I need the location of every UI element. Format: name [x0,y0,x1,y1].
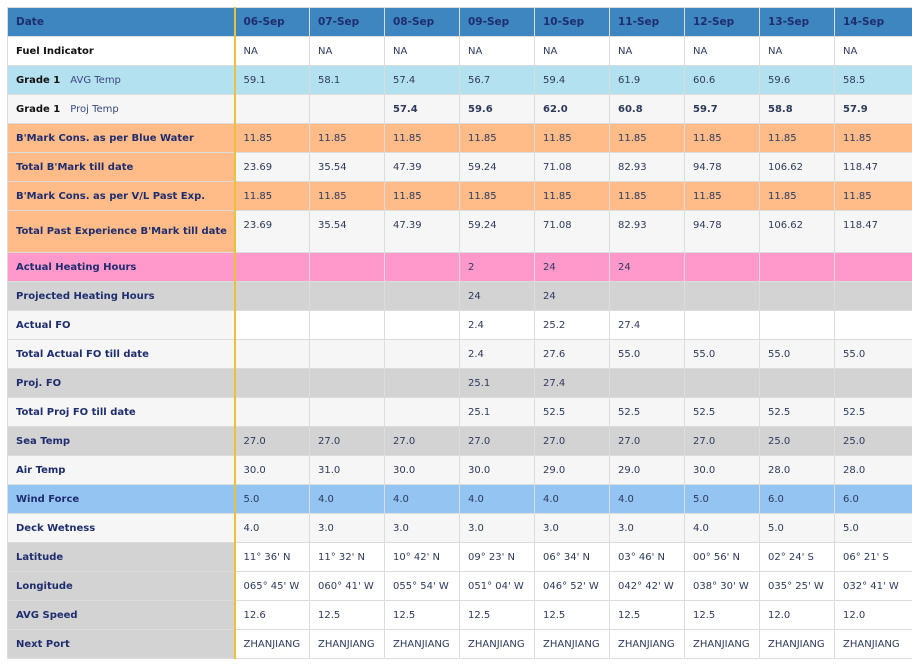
row-bmark-blue-water [8,124,912,153]
cell-value [235,369,310,398]
cell-value [310,95,385,124]
cell-value: ZHANJIANG [385,630,460,659]
cell-value: 59.4 [535,66,610,95]
row-total-bmark [8,153,912,182]
cell-value: 2.4 [460,311,535,340]
cell-value: 12.5 [610,601,685,630]
cell-value [385,369,460,398]
cell-value: 051° 04' W [460,572,535,601]
cell-value: 118.47 [835,153,912,182]
cell-value: 2 [460,253,535,282]
cell-value: 11.85 [535,182,610,211]
cell-value: 59.7 [685,95,760,124]
cell-value: 27.0 [685,427,760,456]
cell-value [310,311,385,340]
row-label [8,282,235,311]
cell-value: 24 [535,253,610,282]
row-grade-proj-temp [8,95,912,124]
cell-value: 25.2 [535,311,610,340]
cell-value: NA [310,37,385,66]
cell-value: 27.0 [610,427,685,456]
cell-value: ZHANJIANG [535,630,610,659]
row-label [8,253,235,282]
cell-value [685,282,760,311]
row-total-proj-fo [8,398,912,427]
cell-value: 4.0 [310,485,385,514]
cell-value: 71.08 [535,211,610,253]
cell-value: 82.93 [610,211,685,253]
cell-value: 52.5 [760,398,835,427]
header-date: 14-Sep [835,8,912,37]
row-actual-heating [8,253,912,282]
row-label [8,398,235,427]
cell-value: 28.0 [760,456,835,485]
row-label [8,427,235,456]
cell-value [685,311,760,340]
row-label-text: Fuel Indicator [16,45,94,57]
cell-value: 47.39 [385,211,460,253]
row-label-text: Total Past Experience B'Mark till date [16,226,227,237]
cell-value [310,340,385,369]
cell-value: 58.5 [835,66,912,95]
cell-value: 4.0 [610,485,685,514]
header-date: 11-Sep [610,8,685,37]
cell-value: 35.54 [310,211,385,253]
cell-value: 060° 41' W [310,572,385,601]
cell-value: 3.0 [310,514,385,543]
cell-value: 25.1 [460,398,535,427]
cell-value [760,253,835,282]
cell-value: 09° 23' N [460,543,535,572]
cell-value [310,282,385,311]
cell-value: 3.0 [385,514,460,543]
cell-value: 25.0 [760,427,835,456]
cell-value: 56.7 [460,66,535,95]
cell-value: 11.85 [760,124,835,153]
row-label [8,572,235,601]
row-air-temp [8,456,912,485]
row-longitude [8,572,912,601]
cell-value: 11.85 [385,182,460,211]
cell-value: 60.6 [685,66,760,95]
cell-value: 11.85 [610,124,685,153]
row-label-text: Total Actual FO till date [16,348,149,360]
cell-value: 59.6 [760,66,835,95]
row-label [8,211,235,253]
cell-value: ZHANJIANG [835,630,912,659]
row-label [8,37,235,66]
cell-value: NA [235,37,310,66]
cell-value [685,253,760,282]
row-sea-temp [8,427,912,456]
cell-value: 11.85 [685,182,760,211]
cell-value: 25.0 [835,427,912,456]
cell-value: 4.0 [685,514,760,543]
row-total-actual-fo [8,340,912,369]
cell-value: NA [460,37,535,66]
cell-value: 35.54 [310,153,385,182]
cell-value [385,282,460,311]
cell-value: 23.69 [235,211,310,253]
cell-value [385,253,460,282]
cell-value: 10° 42' N [385,543,460,572]
cell-value: 11.85 [460,182,535,211]
cell-value: 31.0 [310,456,385,485]
cell-value: 12.5 [685,601,760,630]
row-label-text: Grade 1 [16,103,61,115]
cell-value [835,282,912,311]
cell-value: 5.0 [760,514,835,543]
row-actual-fo [8,311,912,340]
cell-value: 27.0 [460,427,535,456]
row-label-text: B'Mark Cons. as per Blue Water [16,132,194,144]
cell-value: NA [535,37,610,66]
cell-value: 55.0 [685,340,760,369]
cell-value: 11.85 [385,124,460,153]
cell-value: 59.24 [460,211,535,253]
row-grade-avg-temp [8,66,912,95]
cell-value [310,369,385,398]
row-label-text: Air Temp [16,464,66,476]
cell-value [760,311,835,340]
cell-value: 046° 52' W [535,572,610,601]
cell-value: 55.0 [835,340,912,369]
cell-value: 47.39 [385,153,460,182]
cell-value: 106.62 [760,153,835,182]
row-label-text: Deck Wetness [16,522,96,534]
cell-value: 042° 42' W [610,572,685,601]
cell-value: 62.0 [535,95,610,124]
cell-value: 60.8 [610,95,685,124]
cell-value: 3.0 [535,514,610,543]
row-avg-speed [8,601,912,630]
cell-value: 03° 46' N [610,543,685,572]
cell-value: ZHANJIANG [685,630,760,659]
row-label [8,601,235,630]
cell-value [235,398,310,427]
cell-value: 27.4 [610,311,685,340]
cell-value: 12.0 [760,601,835,630]
header-date: 13-Sep [760,8,835,37]
cell-value: 06° 21' S [835,543,912,572]
cell-value: NA [610,37,685,66]
header-date: 07-Sep [310,8,385,37]
cell-value: 52.5 [610,398,685,427]
row-label [8,124,235,153]
row-label [8,340,235,369]
header-date: 12-Sep [685,8,760,37]
cell-value: 29.0 [610,456,685,485]
cell-value [685,369,760,398]
cell-value: 118.47 [835,211,912,253]
row-label-text: Actual Heating Hours [16,261,137,273]
row-label [8,543,235,572]
cell-value: 11.85 [235,124,310,153]
row-label [8,153,235,182]
cell-value: 25.1 [460,369,535,398]
cell-value: 4.0 [460,485,535,514]
cell-value [835,311,912,340]
cell-value: 11.85 [235,182,310,211]
row-sublabel-text: Proj Temp [70,103,119,115]
cell-value: ZHANJIANG [460,630,535,659]
cell-value: 106.62 [760,211,835,253]
cell-value: 55.0 [760,340,835,369]
row-label-text: Total Proj FO till date [16,406,136,418]
cell-value [235,340,310,369]
cell-value: 27.6 [535,340,610,369]
cell-value: 30.0 [235,456,310,485]
cell-value [235,311,310,340]
cell-value: 6.0 [760,485,835,514]
cell-value: 24 [460,282,535,311]
row-next-port [8,630,912,659]
cell-value: 52.5 [535,398,610,427]
cell-value: 94.78 [685,153,760,182]
header-row [8,8,912,37]
row-label-text: Wind Force [16,493,80,505]
cell-value: 5.0 [235,485,310,514]
row-sublabel-text: AVG Temp [70,74,121,86]
cell-value: ZHANJIANG [235,630,310,659]
cell-value: 038° 30' W [685,572,760,601]
cell-value: 12.5 [310,601,385,630]
cell-value: 11.85 [760,182,835,211]
cell-value: 12.6 [235,601,310,630]
cell-value: 30.0 [385,456,460,485]
cell-value [235,282,310,311]
cell-value [385,311,460,340]
row-proj-fo [8,369,912,398]
cell-value [310,398,385,427]
cell-value [835,369,912,398]
cell-value [235,95,310,124]
cell-value [310,253,385,282]
header-date: 06-Sep [235,8,310,37]
cell-value [760,282,835,311]
header-date-label: Date [8,8,235,37]
row-label-text: Latitude [16,551,64,563]
cell-value: 11.85 [535,124,610,153]
cell-value: NA [685,37,760,66]
row-label [8,456,235,485]
cell-value: 58.8 [760,95,835,124]
cell-value: 57.4 [385,95,460,124]
cell-value: 94.78 [685,211,760,253]
cell-value: 4.0 [235,514,310,543]
cell-value: 28.0 [835,456,912,485]
row-fuel-indicator [8,37,912,66]
cell-value: ZHANJIANG [760,630,835,659]
cell-value [610,282,685,311]
cell-value: 6.0 [835,485,912,514]
cell-value: 29.0 [535,456,610,485]
voyage-report-table [7,7,912,659]
row-label-text: Projected Heating Hours [16,290,155,302]
row-label-text: AVG Speed [16,609,78,621]
row-deck-wetness [8,514,912,543]
cell-value [385,398,460,427]
cell-value: 035° 25' W [760,572,835,601]
cell-value: 06° 34' N [535,543,610,572]
row-label [8,311,235,340]
row-label [8,182,235,211]
cell-value: 11.85 [310,124,385,153]
row-label-text: Actual FO [16,319,71,331]
cell-value: 032° 41' W [835,572,912,601]
cell-value: 2.4 [460,340,535,369]
cell-value: ZHANJIANG [610,630,685,659]
cell-value: 055° 54' W [385,572,460,601]
cell-value: 12.5 [535,601,610,630]
cell-value: 52.5 [835,398,912,427]
row-label-text: Grade 1 [16,74,61,86]
row-label-text: Total B'Mark till date [16,161,134,173]
row-label [8,485,235,514]
row-wind-force [8,485,912,514]
cell-value: 27.0 [385,427,460,456]
cell-value: 52.5 [685,398,760,427]
cell-value: 3.0 [610,514,685,543]
cell-value: 11.85 [310,182,385,211]
row-label [8,630,235,659]
row-label [8,66,235,95]
cell-value: 27.0 [310,427,385,456]
cell-value: 55.0 [610,340,685,369]
cell-value: 11° 32' N [310,543,385,572]
cell-value: 11.85 [835,124,912,153]
cell-value: 02° 24' S [760,543,835,572]
cell-value [760,369,835,398]
cell-value: 23.69 [235,153,310,182]
row-label [8,95,235,124]
cell-value [610,369,685,398]
cell-value [835,253,912,282]
cell-value: 12.0 [835,601,912,630]
cell-value: 57.9 [835,95,912,124]
cell-value: 59.24 [460,153,535,182]
cell-value: 12.5 [385,601,460,630]
row-label-text: Next Port [16,638,70,650]
cell-value: NA [835,37,912,66]
cell-value: 27.0 [235,427,310,456]
row-label [8,514,235,543]
cell-value: 82.93 [610,153,685,182]
cell-value: 58.1 [310,66,385,95]
cell-value: 11.85 [610,182,685,211]
cell-value: 59.6 [460,95,535,124]
cell-value: NA [385,37,460,66]
cell-value: 00° 56' N [685,543,760,572]
row-label-text: Proj. FO [16,377,62,389]
cell-value: 71.08 [535,153,610,182]
cell-value: 4.0 [385,485,460,514]
header-date: 09-Sep [460,8,535,37]
cell-value: 61.9 [610,66,685,95]
cell-value: 24 [610,253,685,282]
row-bmark-vl-past [8,182,912,211]
cell-value: 59.1 [235,66,310,95]
cell-value: 12.5 [460,601,535,630]
cell-value: 5.0 [835,514,912,543]
row-label-text: Longitude [16,580,73,592]
cell-value: 3.0 [460,514,535,543]
cell-value: 27.4 [535,369,610,398]
row-label [8,369,235,398]
row-total-past-exp [8,211,912,253]
cell-value: ZHANJIANG [310,630,385,659]
row-latitude [8,543,912,572]
cell-value: 30.0 [460,456,535,485]
cell-value: 5.0 [685,485,760,514]
row-projected-heating [8,282,912,311]
cell-value: 24 [535,282,610,311]
header-date: 10-Sep [535,8,610,37]
cell-value: 27.0 [535,427,610,456]
cell-value: 4.0 [535,485,610,514]
cell-value: 11.85 [460,124,535,153]
cell-value: 11.85 [835,182,912,211]
cell-value: 11° 36' N [235,543,310,572]
cell-value: 57.4 [385,66,460,95]
row-label-text: Sea Temp [16,435,71,447]
cell-value [235,253,310,282]
cell-value: 11.85 [685,124,760,153]
cell-value [385,340,460,369]
cell-value: 065° 45' W [235,572,310,601]
header-date: 08-Sep [385,8,460,37]
row-label-text: B'Mark Cons. as per V/L Past Exp. [16,190,206,202]
cell-value: 30.0 [685,456,760,485]
cell-value: NA [760,37,835,66]
